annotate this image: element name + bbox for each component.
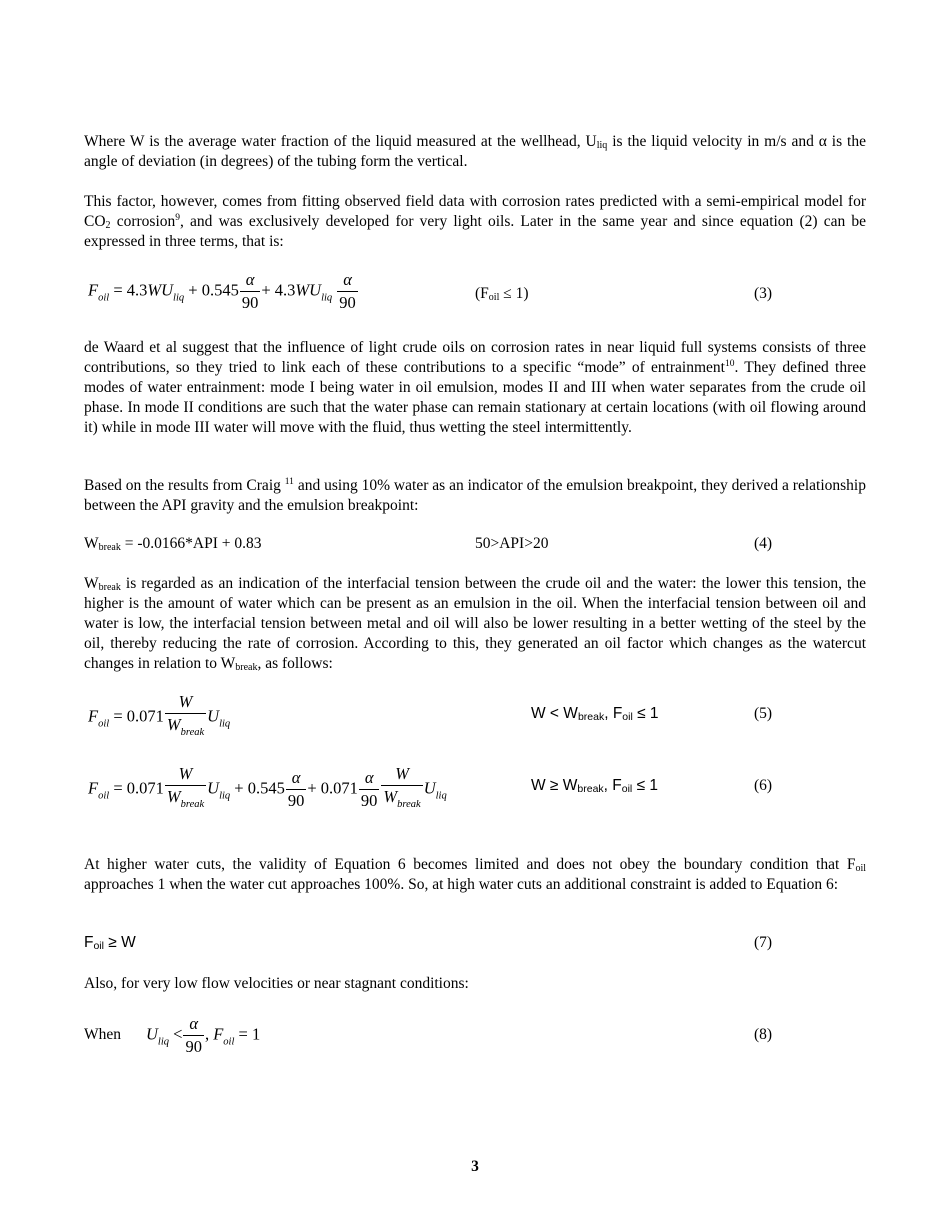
paragraph-1 <box>84 132 866 172</box>
paragraph-2-text: This factor, however, comes from fitting observed field data with corrosion rates predicted with a semi-empirical model for $CO_2$ corrosion$^9$, and was exclusively developed for very light oils. Later in the same year and since equation (2) can be expressed in three terms, that is: <box>84 193 866 250</box>
paragraph-6 <box>84 855 866 895</box>
equation-4-condition: 50>API>20 <box>475 535 549 552</box>
reference-10: 10 <box>724 359 735 369</box>
page-number: 3 <box>471 1158 479 1175</box>
equation-5-formula: $F_{oil} = 0.071$ $\frac{W}{W_{break}}$ $U_{liq}$ <box>88 692 231 738</box>
paragraph-5 <box>84 574 866 674</box>
equation-6-number: (6) <box>754 777 773 794</box>
equation-7-formula: $F_{oil} \ge W$ <box>84 934 136 952</box>
equation-6-formula: $F_{oil} = 0.071$ $\frac{W}{W_{break}}$ $U_{liq} + 0.545$ $\frac{\alpha}{90}$ + 0.071 $\frac{\alpha}{90}$ $\frac{W}{W_{break}}$ $U_{liq}$ <box>88 764 447 810</box>
paragraph-6-text: At higher water cuts, the validity of Equation 6 becomes limited and does not obey the boundary condition that $F_{oil}$ approaches 1 when the water cut approaches 100%. So, at high water cuts an additional constraint is added to Equation 6: <box>84 856 866 893</box>
equation-3 <box>84 268 866 322</box>
paragraph-4-text: Based on the results from Craig $^{11}$ and using 10% water as an indicator of the emulsion breakpoint, they derived a relationship between the API gravity and the emulsion breakpoint: <box>84 477 866 514</box>
equation-3-number: (3) <box>754 285 773 302</box>
equation-4 <box>84 535 866 557</box>
paragraph-7 <box>84 974 866 994</box>
paragraph-5-text: $W_{break}$ is regarded as an indication of the interfacial tension between the crude oil and the water: the lower this tension, the higher is the amount of water which can be present as an emulsion in the oil. When the interfacial tension between oil and water is low, the interfacial tension between metal and oil will also be lower resulting in a better wetting of the steel by the oil, thereby reducing the rate of corrosion. According to this, they generated an oil factor which changes as the watercut changes in relation to $W_{break}$, as follows: <box>84 575 866 673</box>
equation-5-number: (5) <box>754 705 773 722</box>
equation-7-number: (7) <box>754 934 773 951</box>
equation-3-formula: $F_{oil} = 4.3WU_{liq} + 0.545$ $\frac{\alpha}{90}$ + $4.3WU_{liq}$ $\frac{\alpha}{90}$ <box>88 270 356 312</box>
equation-5-condition: $W < W_{break}$, $F_{oil} \le 1$ <box>531 705 659 723</box>
paragraph-2 <box>84 192 866 252</box>
equation-3-condition: $(F_{oil} \le 1)$ <box>475 285 529 303</box>
paragraph-4 <box>84 476 866 516</box>
equation-6 <box>84 762 866 816</box>
reference-9: 9 <box>175 213 180 223</box>
equation-8 <box>84 1012 866 1066</box>
equation-4-number: (4) <box>754 535 773 552</box>
paragraph-1-text: Where W is the average water fraction of the liquid measured at the wellhead, $U_{liq}$ is the liquid velocity in m/s and α is the angle of deviation (in degrees) of the tubing form the vertical. <box>84 133 866 170</box>
equation-5 <box>84 690 866 744</box>
document-page <box>84 0 866 1230</box>
equation-8-formula: $U_{liq}$ < $\frac{\alpha}{90}$ , $F_{oil} = 1$ <box>146 1014 261 1056</box>
paragraph-3 <box>84 338 866 438</box>
paragraph-3-text: de Waard et al suggest that the influence of light crude oils on corrosion rates in near liquid full systems consists of three contributions, so they tried to link each of these contributions to a specific “mode” of entrainment$^{10}$. They defined three modes of water entrainment: mode I being water in oil emulsion, modes II and III when water separates from the crude oil phase. In mode II conditions are such that the water phase can remain stationary at certain locations (with oil flowing around it) while in mode III water will move with the fluid, thus wetting the steel intermittently. <box>84 339 866 436</box>
equation-4-formula: $W_{break} = -0.0166*API + 0.83$ <box>84 535 262 553</box>
equation-7 <box>84 934 866 956</box>
equation-8-when: When <box>84 1026 122 1043</box>
reference-11: 11 <box>284 477 294 487</box>
equation-6-condition: $W \ge W_{break}$, $F_{oil} \le 1$ <box>531 777 659 795</box>
paragraph-7-text: Also, for very low flow velocities or near stagnant conditions: <box>84 975 469 992</box>
equation-8-number: (8) <box>754 1026 773 1043</box>
